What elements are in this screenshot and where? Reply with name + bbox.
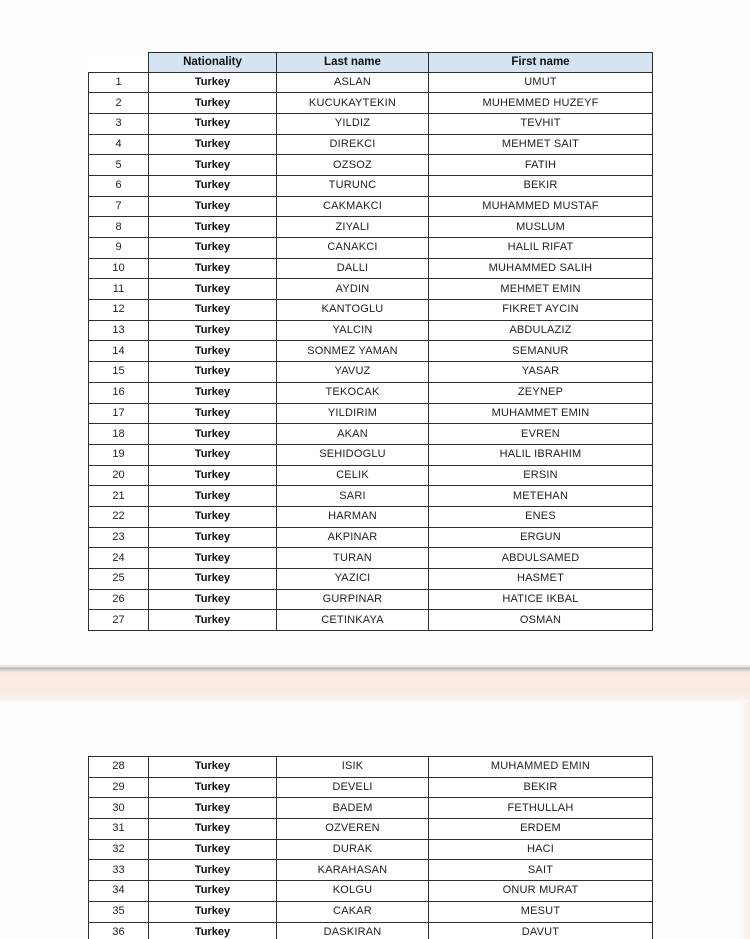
- cell-row-number: 7: [89, 196, 149, 217]
- cell-nationality: Turkey: [149, 901, 277, 922]
- cell-row-number: 25: [89, 569, 149, 590]
- cell-row-number: 5: [89, 155, 149, 176]
- cell-nationality: Turkey: [149, 819, 277, 840]
- cell-nationality: Turkey: [149, 341, 277, 362]
- cell-row-number: 23: [89, 527, 149, 548]
- cell-row-number: 8: [89, 217, 149, 238]
- cell-nationality: Turkey: [149, 777, 277, 798]
- column-header-last-name: Last name: [277, 53, 429, 73]
- cell-row-number: 16: [89, 382, 149, 403]
- table-row: [89, 217, 653, 238]
- cell-last-name: YILDIRIM: [277, 403, 429, 424]
- table-row: [89, 382, 653, 403]
- table-row: [89, 196, 653, 217]
- cell-last-name: KOLGU: [277, 881, 429, 902]
- cell-first-name: MUSLUM: [429, 217, 653, 238]
- page-edge-shadow: [738, 702, 750, 939]
- table-row: [89, 548, 653, 569]
- cell-row-number: 14: [89, 341, 149, 362]
- cell-last-name: YAZICI: [277, 569, 429, 590]
- cell-last-name: BADEM: [277, 798, 429, 819]
- cell-nationality: Turkey: [149, 798, 277, 819]
- cell-row-number: 31: [89, 819, 149, 840]
- cell-nationality: Turkey: [149, 362, 277, 383]
- cell-first-name: HASMET: [429, 569, 653, 590]
- cell-nationality: Turkey: [149, 134, 277, 155]
- cell-nationality: Turkey: [149, 155, 277, 176]
- table-row: [89, 134, 653, 155]
- cell-row-number: 15: [89, 362, 149, 383]
- table-row: [89, 881, 653, 902]
- cell-first-name: MUHAMMED SALIH: [429, 258, 653, 279]
- cell-last-name: TEKOCAK: [277, 382, 429, 403]
- cell-nationality: Turkey: [149, 465, 277, 486]
- table-row: [89, 569, 653, 590]
- table-row: [89, 175, 653, 196]
- cell-first-name: ERDEM: [429, 819, 653, 840]
- cell-first-name: ABDULSAMED: [429, 548, 653, 569]
- cell-last-name: AKPINAR: [277, 527, 429, 548]
- column-header-nationality: Nationality: [149, 53, 277, 73]
- cell-row-number: 10: [89, 258, 149, 279]
- table-row: [89, 424, 653, 445]
- cell-last-name: DASKIRAN: [277, 922, 429, 939]
- cell-row-number: 30: [89, 798, 149, 819]
- names-table-page-1: [88, 52, 653, 631]
- cell-last-name: SONMEZ YAMAN: [277, 341, 429, 362]
- cell-first-name: ERSIN: [429, 465, 653, 486]
- corner-header-cell: [89, 53, 149, 73]
- names-table-page-2: [88, 756, 653, 939]
- cell-first-name: ERGUN: [429, 527, 653, 548]
- cell-last-name: YAVUZ: [277, 362, 429, 383]
- table-row: [89, 155, 653, 176]
- cell-first-name: SAIT: [429, 860, 653, 881]
- cell-last-name: DURAK: [277, 839, 429, 860]
- table-row: [89, 777, 653, 798]
- cell-row-number: 21: [89, 486, 149, 507]
- cell-row-number: 24: [89, 548, 149, 569]
- cell-row-number: 12: [89, 300, 149, 321]
- cell-first-name: ZEYNEP: [429, 382, 653, 403]
- cell-last-name: DALLI: [277, 258, 429, 279]
- table-row: [89, 113, 653, 134]
- cell-first-name: YASAR: [429, 362, 653, 383]
- cell-row-number: 33: [89, 860, 149, 881]
- cell-last-name: TURAN: [277, 548, 429, 569]
- cell-first-name: BEKIR: [429, 175, 653, 196]
- cell-row-number: 6: [89, 175, 149, 196]
- cell-first-name: HACI: [429, 839, 653, 860]
- cell-row-number: 36: [89, 922, 149, 939]
- table-row: [89, 798, 653, 819]
- table-row: [89, 341, 653, 362]
- cell-nationality: Turkey: [149, 93, 277, 114]
- cell-nationality: Turkey: [149, 279, 277, 300]
- table-row: [89, 527, 653, 548]
- cell-last-name: KARAHASAN: [277, 860, 429, 881]
- table-row: [89, 610, 653, 631]
- cell-last-name: KANTOGLU: [277, 300, 429, 321]
- cell-first-name: OSMAN: [429, 610, 653, 631]
- cell-first-name: ENES: [429, 506, 653, 527]
- cell-last-name: HARMAN: [277, 506, 429, 527]
- cell-first-name: METEHAN: [429, 486, 653, 507]
- cell-first-name: MEHMET EMIN: [429, 279, 653, 300]
- cell-row-number: 17: [89, 403, 149, 424]
- cell-row-number: 19: [89, 444, 149, 465]
- table-row: [89, 860, 653, 881]
- cell-first-name: FATIH: [429, 155, 653, 176]
- table-row: [89, 757, 653, 778]
- cell-last-name: SEHIDOGLU: [277, 444, 429, 465]
- table-row: [89, 320, 653, 341]
- cell-nationality: Turkey: [149, 72, 277, 93]
- cell-first-name: HATICE IKBAL: [429, 589, 653, 610]
- cell-first-name: HALIL IBRAHIM: [429, 444, 653, 465]
- cell-row-number: 11: [89, 279, 149, 300]
- table-row: [89, 589, 653, 610]
- table-row: [89, 72, 653, 93]
- cell-last-name: AKAN: [277, 424, 429, 445]
- cell-last-name: OZVEREN: [277, 819, 429, 840]
- cell-nationality: Turkey: [149, 506, 277, 527]
- table-row: [89, 444, 653, 465]
- table-row: [89, 506, 653, 527]
- cell-first-name: MESUT: [429, 901, 653, 922]
- cell-nationality: Turkey: [149, 610, 277, 631]
- table-row: [89, 922, 653, 939]
- cell-last-name: CANAKCI: [277, 238, 429, 259]
- cell-first-name: HALIL RIFAT: [429, 238, 653, 259]
- table-row: [89, 901, 653, 922]
- cell-nationality: Turkey: [149, 922, 277, 939]
- cell-last-name: AYDIN: [277, 279, 429, 300]
- table-row: [89, 486, 653, 507]
- table-row: [89, 238, 653, 259]
- cell-last-name: DIREKCI: [277, 134, 429, 155]
- cell-row-number: 35: [89, 901, 149, 922]
- cell-first-name: FETHULLAH: [429, 798, 653, 819]
- cell-first-name: TEVHIT: [429, 113, 653, 134]
- cell-nationality: Turkey: [149, 757, 277, 778]
- table-row: [89, 93, 653, 114]
- cell-nationality: Turkey: [149, 382, 277, 403]
- cell-row-number: 22: [89, 506, 149, 527]
- cell-nationality: Turkey: [149, 589, 277, 610]
- cell-first-name: ONUR MURAT: [429, 881, 653, 902]
- cell-first-name: DAVUT: [429, 922, 653, 939]
- cell-last-name: CELIK: [277, 465, 429, 486]
- cell-nationality: Turkey: [149, 238, 277, 259]
- cell-last-name: YILDIZ: [277, 113, 429, 134]
- cell-row-number: 29: [89, 777, 149, 798]
- cell-row-number: 20: [89, 465, 149, 486]
- cell-nationality: Turkey: [149, 569, 277, 590]
- cell-first-name: MUHAMMED EMIN: [429, 757, 653, 778]
- cell-last-name: GURPINAR: [277, 589, 429, 610]
- cell-nationality: Turkey: [149, 403, 277, 424]
- cell-row-number: 32: [89, 839, 149, 860]
- cell-last-name: YALCIN: [277, 320, 429, 341]
- table-row: [89, 819, 653, 840]
- cell-row-number: 18: [89, 424, 149, 445]
- cell-row-number: 27: [89, 610, 149, 631]
- cell-last-name: SARI: [277, 486, 429, 507]
- cell-nationality: Turkey: [149, 175, 277, 196]
- cell-last-name: CAKMAKCI: [277, 196, 429, 217]
- cell-first-name: MUHEMMED HUZEYF: [429, 93, 653, 114]
- cell-row-number: 13: [89, 320, 149, 341]
- cell-row-number: 28: [89, 757, 149, 778]
- header-row: [89, 53, 653, 73]
- cell-nationality: Turkey: [149, 300, 277, 321]
- cell-row-number: 9: [89, 238, 149, 259]
- cell-first-name: BEKIR: [429, 777, 653, 798]
- cell-row-number: 3: [89, 113, 149, 134]
- cell-last-name: OZSOZ: [277, 155, 429, 176]
- cell-row-number: 1: [89, 72, 149, 93]
- cell-first-name: MUHAMMED MUSTAF: [429, 196, 653, 217]
- cell-first-name: FIKRET AYCIN: [429, 300, 653, 321]
- cell-nationality: Turkey: [149, 424, 277, 445]
- cell-last-name: KUCUKAYTEKIN: [277, 93, 429, 114]
- cell-last-name: DEVELI: [277, 777, 429, 798]
- cell-nationality: Turkey: [149, 860, 277, 881]
- cell-first-name: SEMANUR: [429, 341, 653, 362]
- cell-nationality: Turkey: [149, 548, 277, 569]
- cell-last-name: ZIYALI: [277, 217, 429, 238]
- cell-nationality: Turkey: [149, 113, 277, 134]
- cell-row-number: 2: [89, 93, 149, 114]
- cell-nationality: Turkey: [149, 196, 277, 217]
- cell-first-name: UMUT: [429, 72, 653, 93]
- table-row: [89, 258, 653, 279]
- table-row: [89, 279, 653, 300]
- cell-last-name: CETINKAYA: [277, 610, 429, 631]
- cell-last-name: CAKAR: [277, 901, 429, 922]
- cell-nationality: Turkey: [149, 839, 277, 860]
- table-row: [89, 300, 653, 321]
- cell-nationality: Turkey: [149, 486, 277, 507]
- cell-row-number: 34: [89, 881, 149, 902]
- cell-nationality: Turkey: [149, 444, 277, 465]
- cell-nationality: Turkey: [149, 881, 277, 902]
- cell-first-name: EVREN: [429, 424, 653, 445]
- cell-row-number: 26: [89, 589, 149, 610]
- cell-last-name: TURUNC: [277, 175, 429, 196]
- cell-nationality: Turkey: [149, 320, 277, 341]
- cell-row-number: 4: [89, 134, 149, 155]
- table-row: [89, 839, 653, 860]
- table-row: [89, 465, 653, 486]
- page-break-band: [0, 664, 750, 704]
- cell-last-name: ASLAN: [277, 72, 429, 93]
- table-row: [89, 362, 653, 383]
- cell-nationality: Turkey: [149, 527, 277, 548]
- table-row: [89, 403, 653, 424]
- cell-nationality: Turkey: [149, 258, 277, 279]
- cell-first-name: MUHAMMET EMIN: [429, 403, 653, 424]
- cell-nationality: Turkey: [149, 217, 277, 238]
- cell-first-name: ABDULAZIZ: [429, 320, 653, 341]
- cell-last-name: ISIK: [277, 757, 429, 778]
- cell-first-name: MEHMET SAIT: [429, 134, 653, 155]
- column-header-first-name: First name: [429, 53, 653, 73]
